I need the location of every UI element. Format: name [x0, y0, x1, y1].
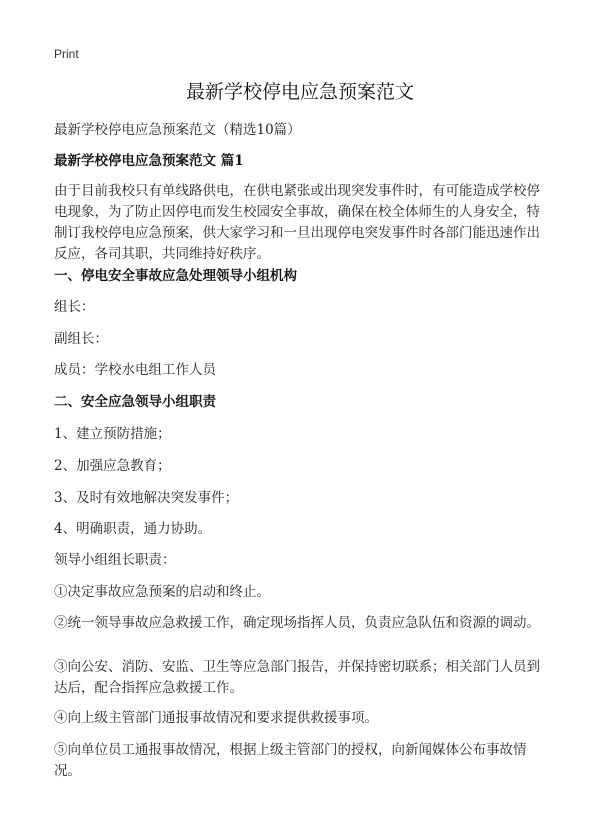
- section-title: 最新学校停电应急预案范文 篇1: [54, 153, 244, 169]
- vice-leader-line: 副组长：: [54, 331, 108, 347]
- duty-item-3: 3、及时有效地解决突发事件；: [54, 490, 239, 506]
- leader-duty-item-4: ④向上级主管部门通报事故情况和要求提供救援事项。: [54, 710, 378, 726]
- document-subtitle: 最新学校停电应急预案范文（精选10篇）: [54, 122, 301, 138]
- duty-item-1: 1、建立预防措施；: [54, 426, 171, 442]
- leader-duty-item-3: ③向公安、消防、安监、卫生等应急部门报告，并保持密切联系；相关部门人员到达后，配合指挥应急救援工作。: [54, 659, 540, 696]
- leader-line: 组长：: [54, 299, 95, 315]
- leader-duty-item-2: ②统一领导事故应急救援工作，确定现场指挥人员，负责应急队伍和资源的调动。: [54, 615, 540, 631]
- leader-duty-item-5: ⑤向单位员工通报事故情况，根据上级主管部门的授权，向新闻媒体公布事故情况。: [54, 742, 527, 779]
- duty-item-4: 4、明确职责，通力协助。: [54, 521, 212, 537]
- duty-item-2: 2、加强应急教育；: [54, 458, 171, 474]
- document-title: 最新学校停电应急预案范文: [185, 81, 414, 103]
- leader-duties-label: 领导小组组长职责：: [54, 552, 176, 568]
- heading-leadership-group: 一、停电安全事故应急处理领导小组机构: [54, 268, 297, 284]
- leader-duty-item-1: ①决定事故应急预案的启动和终止。: [54, 584, 270, 600]
- print-label: Print: [54, 47, 79, 61]
- members-line: 成员：学校水电组工作人员: [54, 362, 216, 378]
- intro-paragraph: 由于目前我校只有单线路供电，在供电紧张或出现突发事件时，有可能造成学校停电现象，为了防止因停电而发生校园安全事故，确保在校全体师生的人身安全，特制订我校停电应急预案，供大家学习和一旦出现停电突发事件时各部门能迅速作出反应，各司其职，共同维持好秩序。: [54, 183, 540, 262]
- heading-group-duties: 二、安全应急领导小组职责: [54, 394, 216, 410]
